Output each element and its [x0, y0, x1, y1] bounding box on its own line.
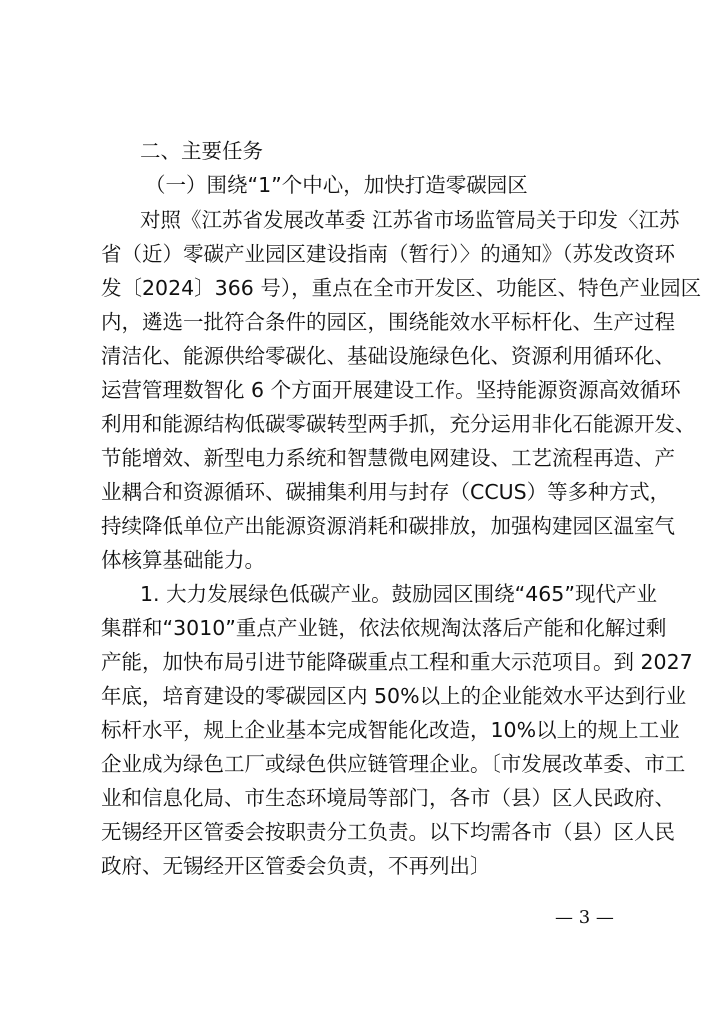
paragraph1-line: 利用和能源结构低碳零碳转型两手抓，充分运用非化石能源开发、: [101, 412, 696, 436]
paragraph1-line: 清洁化、能源供给零碳化、基础设施绿色化、资源利用循环化、: [101, 344, 675, 368]
paragraph2-line: 1. 大力发展绿色低碳产业。鼓励园区围绕“465”现代产业: [140, 582, 657, 606]
section-heading: 二、主要任务: [140, 139, 263, 163]
subheading: （一）围绕“1”个中心，加快打造零碳园区: [145, 173, 528, 197]
paragraph2-line: 业和信息化局、市生态环境局等部门，各市（县）区人民政府、: [101, 786, 675, 810]
paragraph1-line: 业耦合和资源循环、碳捕集利用与封存（CCUS）等多种方式，: [101, 480, 671, 504]
paragraph2-line: 集群和“3010”重点产业链，依法依规淘汰落后产能和化解过剩: [101, 616, 667, 640]
paragraph2-line: 无锡经开区管委会按职责分工负责。以下均需各市（县）区人民: [101, 820, 675, 844]
paragraph2-line: 政府、无锡经开区管委会负责，不再列出〕: [101, 854, 491, 878]
paragraph1-line: 省（近）零碳产业园区建设指南（暂行）〉的通知》（苏发改资环: [101, 242, 675, 266]
paragraph1-line: 内，遴选一批符合条件的园区，围绕能效水平标杆化、生产过程: [101, 310, 675, 334]
paragraph2-line: 年底，培育建设的零碳园区内 50%以上的企业能效水平达到行业: [101, 684, 687, 708]
paragraph2-line: 标杆水平，规上企业基本完成智能化改造，10%以上的规上工业: [101, 718, 680, 742]
paragraph1-line: 体核算基础能力。: [101, 548, 265, 572]
paragraph1-line: 节能增效、新型电力系统和智慧微电网建设、工艺流程再造、产: [101, 446, 675, 470]
paragraph1-line: 持续降低单位产出能源资源消耗和碳排放，加强构建园区温室气: [101, 514, 675, 538]
paragraph1-line: 发〔2024〕366 号），重点在全市开发区、功能区、特色产业园区: [101, 276, 702, 300]
page-number: — 3 —: [555, 907, 614, 928]
paragraph1-line: 运营管理数智化 6 个方面开展建设工作。坚持能源资源高效循环: [101, 378, 681, 402]
paragraph1-line: 对照《江苏省发展改革委 江苏省市场监管局关于印发〈江苏: [140, 208, 680, 232]
paragraph2-line: 产能，加快布局引进节能降碳重点工程和重大示范项目。到 2027: [101, 650, 693, 674]
paragraph2-line: 企业成为绿色工厂或绿色供应链管理企业。〔市发展改革委、市工: [101, 752, 686, 776]
